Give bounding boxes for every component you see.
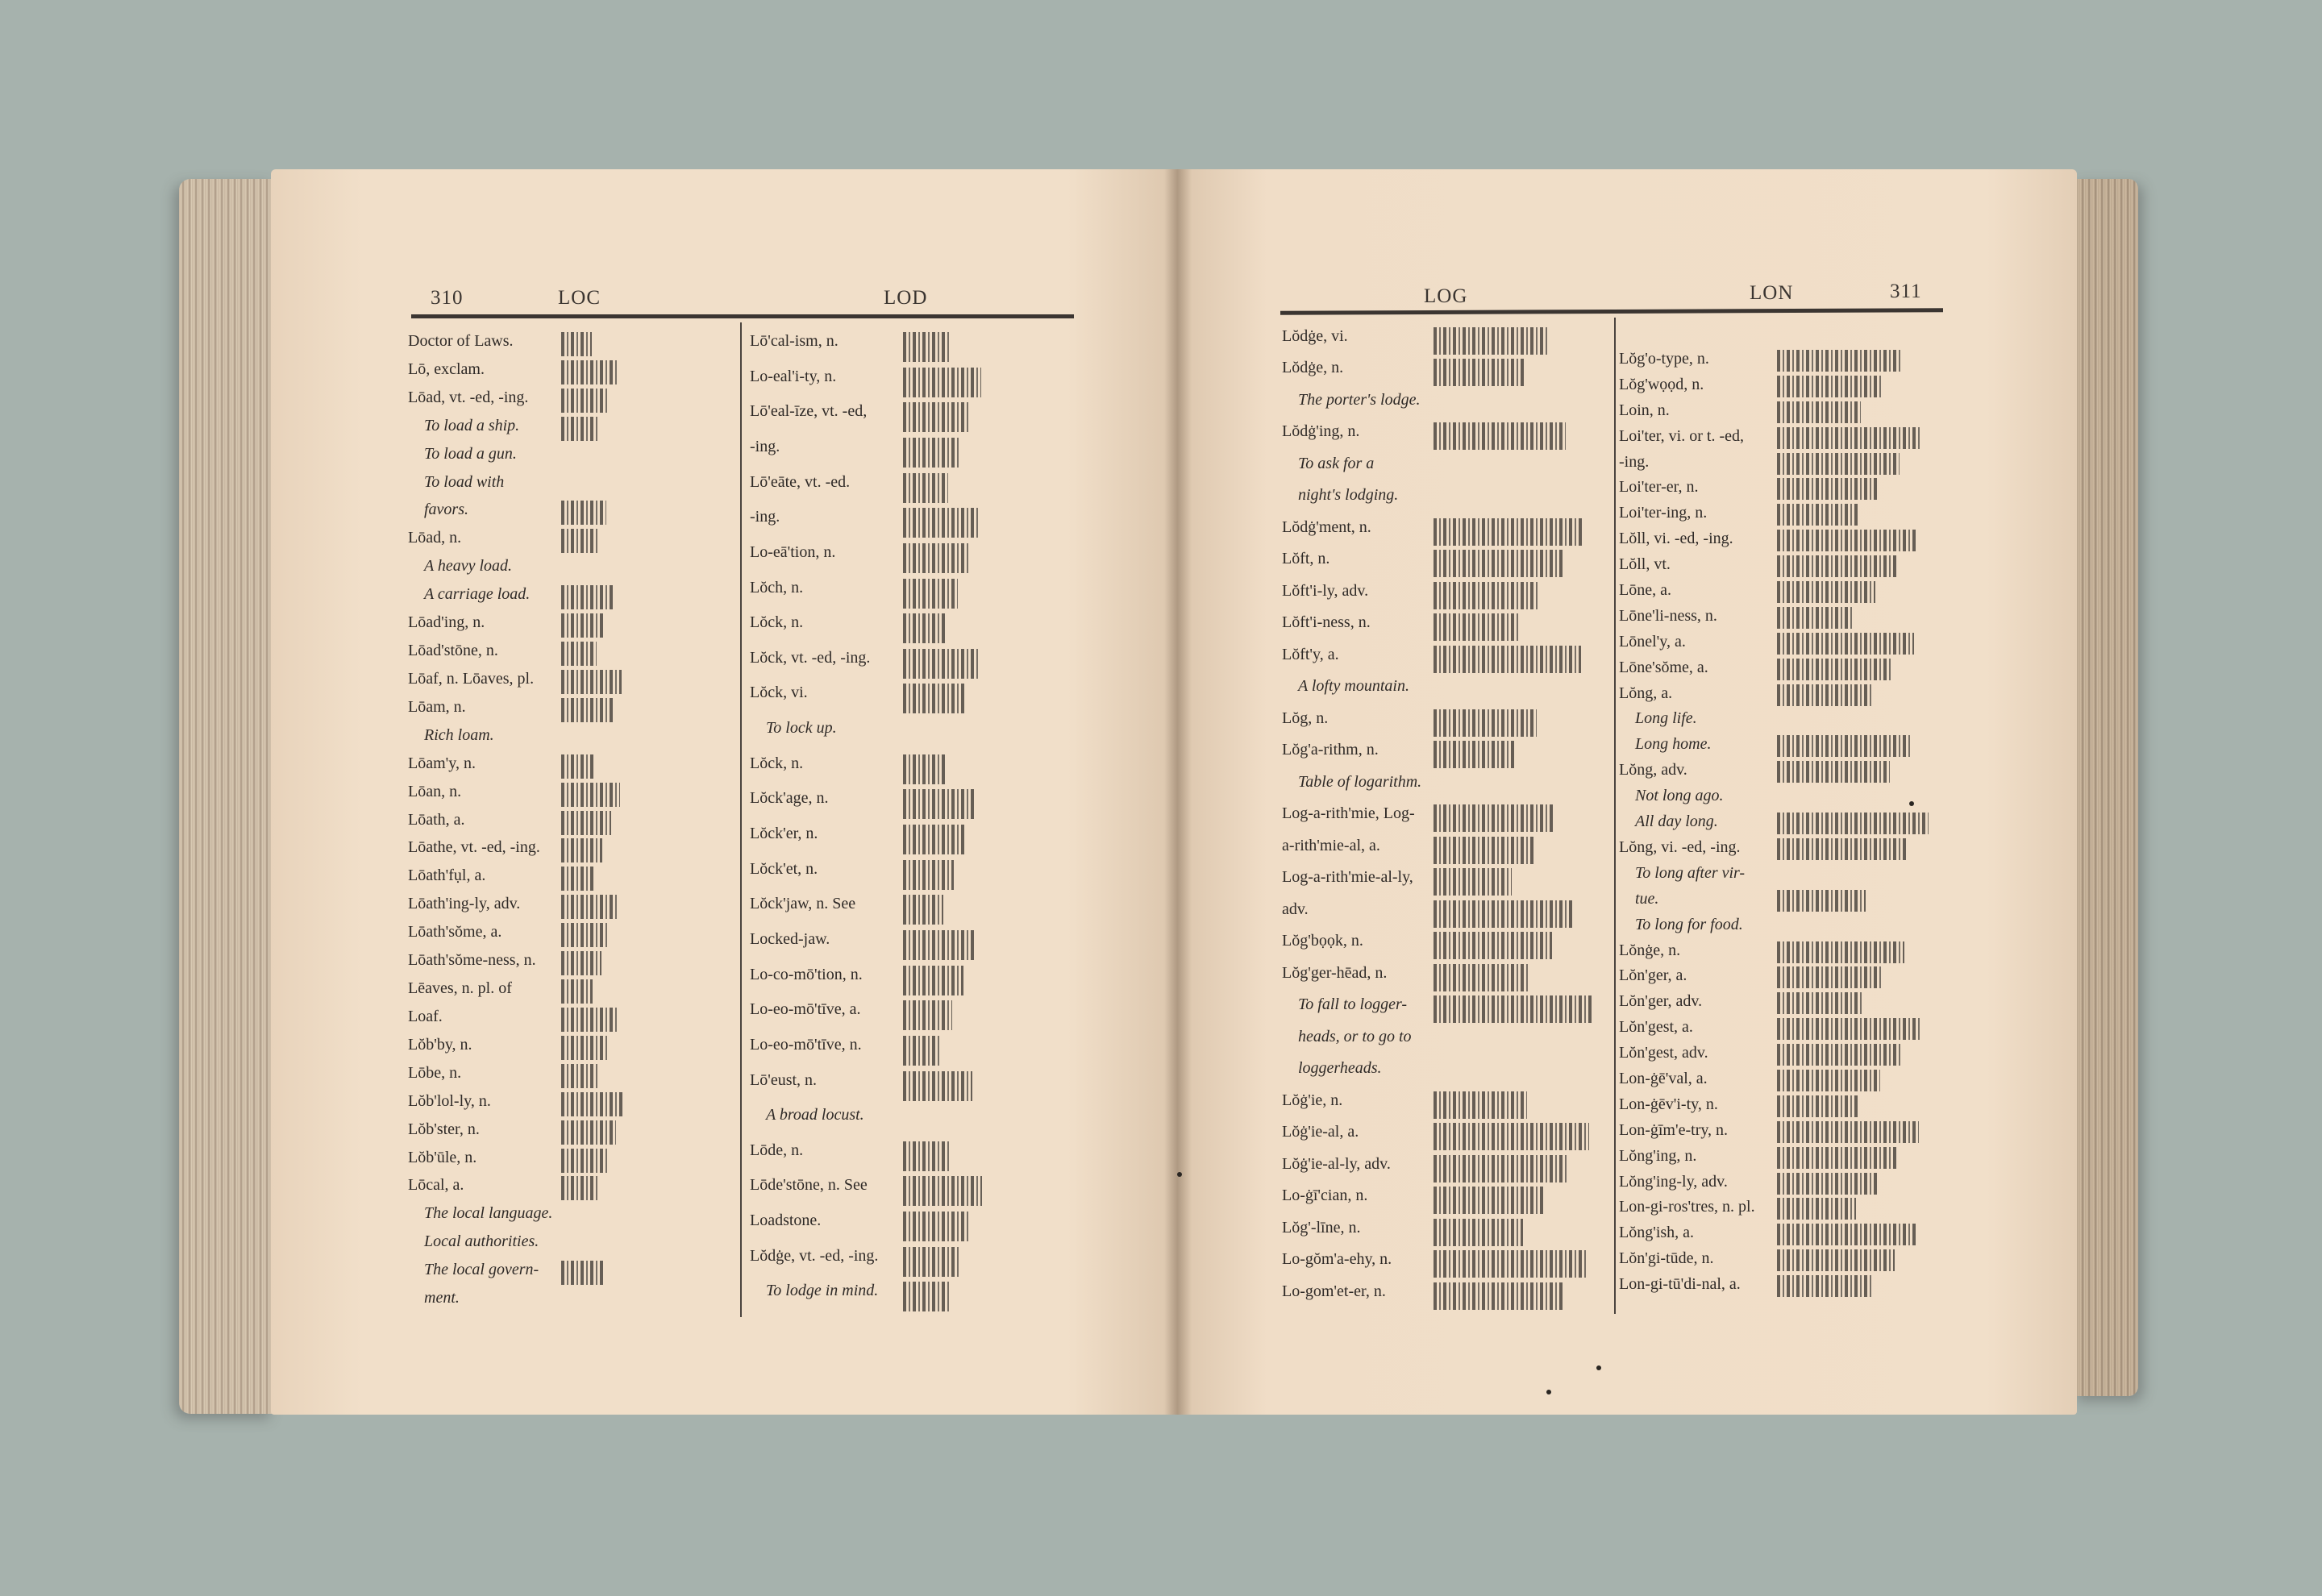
japanese-gloss-text	[561, 783, 620, 807]
japanese-gloss-text	[1777, 401, 1861, 423]
entry-headword: Lo-ġī'cian, n.	[1282, 1187, 1368, 1205]
japanese-gloss-text	[561, 838, 602, 862]
japanese-gloss-text	[1777, 607, 1854, 629]
entry-headword: Lŏg'o-type, n.	[1619, 350, 1709, 368]
japanese-gloss-text	[1777, 966, 1883, 988]
entry-headword: Lōam, n.	[408, 697, 466, 716]
entry-headword: Long home.	[1635, 735, 1712, 754]
entry-headword: Lŏg'ger-hēad, n.	[1282, 963, 1388, 982]
entry-headword: favors.	[424, 501, 468, 519]
entry-headword: Lŏdġe, vt. -ed, -ing.	[750, 1246, 879, 1265]
entry-headword: Lŏg'-līne, n.	[1282, 1218, 1361, 1236]
entry-headword: To load a ship.	[424, 416, 520, 434]
japanese-gloss-text	[561, 1036, 609, 1060]
japanese-gloss-text	[1777, 1198, 1856, 1220]
entry-headword: Not long ago.	[1635, 787, 1724, 805]
left-page-number: 310	[431, 287, 464, 309]
japanese-gloss-text	[561, 979, 593, 1004]
entry-headword: Lŏng'ing-ly, adv.	[1619, 1172, 1728, 1191]
japanese-gloss-text	[903, 473, 948, 503]
entry-headword: The local language.	[424, 1204, 553, 1223]
japanese-gloss-text	[1434, 964, 1530, 991]
japanese-gloss-text	[903, 1176, 982, 1206]
entry-headword: loggerheads.	[1298, 1059, 1382, 1078]
japanese-gloss-text	[903, 543, 968, 573]
japanese-gloss-text	[903, 1247, 960, 1277]
entry-headword: Lōde, n.	[750, 1141, 804, 1159]
entry-headword: Lōne'sŏme, a.	[1619, 658, 1708, 676]
entry-headword: Lŏng, adv.	[1619, 761, 1687, 779]
japanese-gloss-text	[561, 642, 597, 666]
entry-headword: Loin, n.	[1619, 401, 1670, 419]
japanese-gloss-text	[561, 670, 622, 694]
japanese-gloss-text	[903, 684, 967, 713]
entry-headword: Lŏg'bọọk, n.	[1282, 932, 1363, 950]
entry-headword: Lŏdġ'ing, n.	[1282, 422, 1360, 441]
entry-headword: a-rith'mie-al, a.	[1282, 836, 1380, 854]
entry-headword: -ing.	[750, 437, 780, 455]
japanese-gloss-text	[1434, 327, 1547, 355]
entry-headword: Lōath'sŏme-ness, n.	[408, 951, 536, 970]
entry-headword: Lŏg'a-rithm, n.	[1282, 741, 1379, 759]
japanese-gloss-text	[1777, 1121, 1919, 1143]
entry-headword: Lon-ġēv'i-ty, n.	[1619, 1095, 1718, 1113]
japanese-gloss-text	[1777, 350, 1903, 372]
entry-headword: Lōde'stōne, n. See	[750, 1176, 868, 1195]
entry-headword: Lon-ġē'val, a.	[1619, 1069, 1708, 1087]
entry-headword: To ask for a	[1298, 454, 1375, 472]
entry-headword: Lŏck, vi.	[750, 684, 808, 702]
entry-headword: Lōan, n.	[408, 782, 462, 800]
japanese-gloss-text	[1777, 504, 1858, 526]
right-page-number: 311	[1890, 281, 1922, 302]
right-column-rule	[1614, 318, 1616, 1314]
entry-headword: Lō'eust, n.	[750, 1070, 818, 1089]
entry-headword: Lŏġ'ie-al, a.	[1282, 1123, 1359, 1141]
japanese-gloss-text	[1434, 582, 1540, 609]
right-head-end: LON	[1750, 282, 1794, 304]
japanese-gloss-text	[561, 389, 608, 413]
entry-headword: Lo-gŏm'a-ehy, n.	[1282, 1250, 1392, 1269]
entry-headword: Lo-eā'tion, n.	[750, 542, 836, 561]
entry-headword: Lo-eal'i-ty, n.	[750, 367, 837, 385]
japanese-gloss-text	[1434, 1123, 1589, 1150]
entry-headword: Lŏġ'ie, n.	[1282, 1091, 1343, 1109]
entry-headword: Local authorities.	[424, 1232, 539, 1251]
entry-headword: Lŏck'er, n.	[750, 825, 818, 842]
japanese-gloss-text	[903, 1141, 951, 1171]
entry-headword: Lōath, a.	[408, 810, 465, 829]
entry-headword: Lo-eo-mō'tīve, n.	[750, 1035, 862, 1054]
japanese-gloss-text	[561, 698, 613, 722]
japanese-gloss-text	[1434, 741, 1515, 768]
japanese-gloss-text	[1777, 581, 1875, 603]
left-head-rule	[411, 314, 1074, 318]
japanese-gloss-text	[903, 789, 976, 819]
japanese-gloss-text	[903, 1212, 971, 1241]
japanese-gloss-text	[561, 951, 601, 975]
entry-headword: Lo-gom'et-er, n.	[1282, 1282, 1386, 1300]
entry-headword: Locked-jaw.	[750, 929, 830, 948]
entry-headword: Lōcal, a.	[408, 1176, 464, 1195]
japanese-gloss-text	[1434, 359, 1525, 386]
entry-headword: To fall to logger-	[1298, 995, 1407, 1014]
entry-headword: Lŏck, vt. -ed, -ing.	[750, 648, 871, 667]
entry-headword: Lŏdġe, vi.	[1282, 327, 1348, 345]
japanese-gloss-text	[1777, 761, 1890, 783]
entry-headword: Lōnel'y, a.	[1619, 632, 1686, 650]
japanese-gloss-text	[561, 1008, 618, 1032]
japanese-gloss-text	[903, 895, 943, 925]
japanese-gloss-text	[1777, 376, 1882, 397]
japanese-gloss-text	[1434, 1250, 1586, 1278]
japanese-gloss-text	[561, 1064, 600, 1088]
entry-headword: Lŏck'et, n.	[750, 859, 818, 878]
entry-headword: Lŏn'ger, adv.	[1619, 992, 1703, 1011]
entry-headword: The local govern-	[424, 1261, 539, 1279]
japanese-gloss-text	[561, 529, 597, 553]
entry-headword: Log-a-rith'mie, Log-	[1282, 804, 1415, 823]
japanese-gloss-text	[1434, 1282, 1564, 1310]
japanese-gloss-text	[1777, 813, 1929, 834]
japanese-gloss-text	[1777, 838, 1908, 860]
japanese-gloss-text	[1777, 1275, 1874, 1297]
japanese-gloss-text	[903, 438, 959, 468]
entry-headword: Lŏng'ish, a.	[1619, 1224, 1695, 1242]
japanese-gloss-text	[1434, 1219, 1523, 1246]
japanese-gloss-text	[1777, 992, 1862, 1014]
entry-headword: Lon-ġīm'e-try, n.	[1619, 1120, 1729, 1139]
entry-headword: Lŏdġe, n.	[1282, 359, 1344, 377]
book-gutter	[1164, 169, 1192, 1415]
entry-headword: -ing.	[750, 508, 780, 526]
entry-headword: Lŏg'wọọd, n.	[1619, 375, 1704, 393]
entry-headword: Lŏll, vt.	[1619, 555, 1671, 574]
entry-headword: Lŏb'ūle, n.	[408, 1148, 477, 1166]
japanese-gloss-text	[903, 508, 980, 538]
entry-headword: Lōad'stōne, n.	[408, 642, 498, 660]
japanese-gloss-text	[1777, 478, 1879, 500]
entry-headword: Lēaves, n. pl. of	[408, 979, 512, 998]
japanese-gloss-text	[903, 1282, 949, 1311]
entry-headword: Lōad'ing, n.	[408, 613, 485, 632]
japanese-gloss-text	[903, 930, 974, 960]
entry-headword: Lŏng, vi. -ed, -ing.	[1619, 837, 1741, 856]
entry-headword: Lōad, n.	[408, 529, 462, 547]
japanese-gloss-text	[561, 867, 593, 891]
japanese-gloss-text	[1434, 932, 1552, 959]
japanese-gloss-text	[1434, 518, 1584, 546]
entry-headword: Lōath'fụl, a.	[408, 867, 486, 885]
entry-headword: Lō'cal-ism, n.	[750, 332, 838, 350]
entry-headword: Loadstone.	[750, 1212, 822, 1230]
entry-headword: Lŏft'i-ness, n.	[1282, 613, 1371, 632]
japanese-gloss-text	[903, 579, 958, 609]
left-column-rule	[740, 322, 742, 1317]
entry-headword: Lŏft'y, a.	[1282, 645, 1339, 663]
entry-headword: Lŏn'ger, a.	[1619, 966, 1687, 985]
entry-headword: Lŏck'age, n.	[750, 789, 829, 808]
page-edges-left	[179, 179, 274, 1414]
japanese-gloss-text	[1777, 735, 1911, 757]
entry-headword: adv.	[1282, 900, 1309, 918]
japanese-gloss-text	[1434, 1091, 1527, 1119]
japanese-gloss-text	[561, 1261, 605, 1285]
entry-headword: Lŏb'ster, n.	[408, 1120, 480, 1138]
japanese-gloss-text	[1434, 709, 1537, 737]
entry-headword: Lōbe, n.	[408, 1063, 462, 1082]
japanese-gloss-text	[1777, 659, 1893, 680]
japanese-gloss-text	[1777, 1018, 1922, 1040]
japanese-gloss-text	[561, 501, 606, 525]
entry-headword: To lock up.	[766, 719, 837, 738]
japanese-gloss-text	[561, 332, 592, 356]
page-edges-right	[2072, 179, 2138, 1396]
entry-headword: Lŏch, n.	[750, 578, 804, 596]
japanese-gloss-text	[903, 860, 954, 890]
japanese-gloss-text	[1434, 995, 1592, 1023]
entry-headword: Lŏġ'ie-al-ly, adv.	[1282, 1154, 1391, 1173]
entry-headword: Lŏng, a.	[1619, 684, 1673, 702]
entry-headword: Lŏft, n.	[1282, 550, 1330, 568]
japanese-gloss-text	[903, 1000, 952, 1030]
entry-headword: Loaf.	[408, 1007, 443, 1025]
entry-headword: Lōne, a.	[1619, 581, 1671, 600]
japanese-gloss-text	[903, 402, 970, 432]
japanese-gloss-text	[1434, 900, 1574, 928]
japanese-gloss-text	[903, 1071, 972, 1101]
entry-headword: Long life.	[1635, 709, 1697, 728]
japanese-gloss-text	[561, 1120, 616, 1145]
japanese-gloss-text	[561, 811, 611, 835]
japanese-gloss-text	[1777, 1173, 1877, 1195]
japanese-gloss-text	[561, 1176, 598, 1200]
japanese-gloss-text	[903, 754, 945, 784]
japanese-gloss-text	[561, 585, 614, 609]
entry-headword: To load with	[424, 472, 505, 491]
entry-headword: Lŏng'ing, n.	[1619, 1146, 1697, 1165]
entry-headword: To lodge in mind.	[766, 1282, 879, 1300]
japanese-gloss-text	[561, 1092, 625, 1116]
entry-headword: Lō'eal-īze, vt. -ed,	[750, 402, 868, 421]
entry-headword: Lŏft'i-ly, adv.	[1282, 581, 1369, 600]
entry-headword: Loi'ter-ing, n.	[1619, 504, 1708, 522]
entry-headword: Doctor of Laws.	[408, 332, 514, 350]
left-head-end: LOD	[884, 287, 928, 309]
entry-headword: Lŏll, vi. -ed, -ing.	[1619, 530, 1733, 548]
japanese-gloss-text	[1777, 555, 1896, 577]
japanese-gloss-text	[1777, 1249, 1895, 1271]
japanese-gloss-text	[903, 613, 947, 643]
entry-headword: Lō, exclam.	[408, 360, 485, 378]
entry-headword: heads, or to go to	[1298, 1027, 1412, 1045]
japanese-gloss-text	[561, 613, 605, 638]
japanese-gloss-text	[561, 895, 618, 919]
print-speck	[1546, 1390, 1551, 1394]
entry-headword: Lō'eāte, vt. -ed.	[750, 472, 851, 491]
entry-headword: Lōam'y, n.	[408, 754, 476, 772]
japanese-gloss-text	[903, 649, 978, 679]
entry-headword: Lōath'sŏme, a.	[408, 923, 502, 941]
japanese-gloss-text	[1434, 550, 1563, 577]
entry-headword: All day long.	[1635, 813, 1718, 831]
entry-headword: Lo-co-mō'tion, n.	[750, 965, 863, 983]
japanese-gloss-text	[1777, 941, 1904, 963]
japanese-gloss-text	[903, 368, 981, 397]
entry-headword: A heavy load.	[424, 557, 513, 576]
entry-headword: Lon-gi-tū'di-nal, a.	[1619, 1275, 1741, 1294]
japanese-gloss-text	[1777, 1147, 1898, 1169]
japanese-gloss-text	[1777, 1044, 1901, 1066]
entry-headword: Lŏg, n.	[1282, 709, 1329, 727]
entry-headword: Lōaf, n. Lōaves, pl.	[408, 669, 535, 688]
entry-headword: Loi'ter-er, n.	[1619, 478, 1699, 497]
entry-headword: Lŏb'lol-ly, n.	[408, 1091, 491, 1110]
japanese-gloss-text	[903, 1036, 942, 1066]
entry-headword: Table of logarithm.	[1298, 772, 1422, 791]
japanese-gloss-text	[561, 754, 595, 779]
entry-headword: Lŏck'jaw, n. See	[750, 895, 856, 913]
japanese-gloss-text	[903, 966, 963, 995]
japanese-gloss-text	[1777, 1070, 1880, 1091]
japanese-gloss-text	[903, 332, 950, 362]
entry-headword: To long for food.	[1635, 915, 1743, 933]
japanese-gloss-text	[1777, 1224, 1916, 1245]
entry-headword: Lŏck, n.	[750, 754, 804, 772]
japanese-gloss-text	[1434, 646, 1581, 673]
entry-headword: A lofty mountain.	[1298, 677, 1409, 696]
japanese-gloss-text	[1777, 1095, 1859, 1117]
japanese-gloss-text	[561, 360, 617, 384]
japanese-gloss-text	[1777, 890, 1866, 912]
entry-headword: Lŏck, n.	[750, 613, 804, 632]
japanese-gloss-text	[561, 1149, 607, 1173]
japanese-gloss-text	[1777, 530, 1917, 551]
entry-headword: Loi'ter, vi. or t. -ed,	[1619, 426, 1744, 445]
entry-headword: To load a gun.	[424, 444, 517, 463]
left-page	[271, 169, 1177, 1415]
entry-headword: The porter's lodge.	[1298, 390, 1421, 409]
entry-headword: Lo-eo-mō'tīve, a.	[750, 1000, 861, 1019]
entry-headword: -ing.	[1619, 452, 1650, 471]
japanese-gloss-text	[1777, 453, 1900, 475]
japanese-gloss-text	[1434, 422, 1566, 450]
japanese-gloss-text	[1777, 633, 1914, 655]
entry-headword: A broad locust.	[766, 1106, 864, 1124]
entry-headword: Lōathe, vt. -ed, -ing.	[408, 838, 540, 857]
entry-headword: Rich loam.	[424, 725, 494, 744]
entry-headword: A carriage load.	[424, 585, 531, 604]
japanese-gloss-text	[1434, 868, 1512, 896]
japanese-gloss-text	[1434, 613, 1518, 641]
entry-headword: Log-a-rith'mie-al-ly,	[1282, 868, 1413, 887]
entry-headword: Lōne'li-ness, n.	[1619, 606, 1717, 625]
japanese-gloss-text	[561, 923, 610, 947]
entry-headword: Lŏdġ'ment, n.	[1282, 517, 1371, 536]
entry-headword: Lōad, vt. -ed, -ing.	[408, 388, 529, 406]
japanese-gloss-text	[561, 417, 599, 441]
japanese-gloss-text	[1777, 427, 1920, 449]
left-head-start: LOC	[558, 287, 601, 309]
entry-headword: night's lodging.	[1298, 486, 1399, 505]
japanese-gloss-text	[1434, 837, 1533, 864]
japanese-gloss-text	[903, 825, 965, 854]
print-speck	[1596, 1365, 1601, 1370]
entry-headword: Lon-gi-ros'tres, n. pl.	[1619, 1198, 1755, 1216]
japanese-gloss-text	[1434, 1187, 1546, 1214]
entry-headword: Lŏnġe, n.	[1619, 941, 1681, 959]
right-head-start: LOG	[1424, 285, 1468, 307]
print-speck	[1177, 1172, 1182, 1177]
entry-headword: Lŏn'gi-tūde, n.	[1619, 1249, 1714, 1268]
entry-headword: Lōath'ing-ly, adv.	[408, 895, 521, 913]
entry-headword: Lŏn'gest, a.	[1619, 1018, 1693, 1037]
entry-headword: Lŏb'by, n.	[408, 1035, 472, 1054]
japanese-gloss-text	[1434, 1155, 1567, 1182]
entry-headword: ment.	[424, 1289, 460, 1307]
japanese-gloss-text	[1777, 684, 1872, 706]
entry-headword: Lŏn'gest, adv.	[1619, 1044, 1708, 1062]
print-speck	[1909, 801, 1914, 806]
entry-headword: To long after vir-	[1635, 863, 1746, 882]
japanese-gloss-text	[1434, 804, 1555, 832]
entry-headword: tue.	[1635, 889, 1659, 908]
